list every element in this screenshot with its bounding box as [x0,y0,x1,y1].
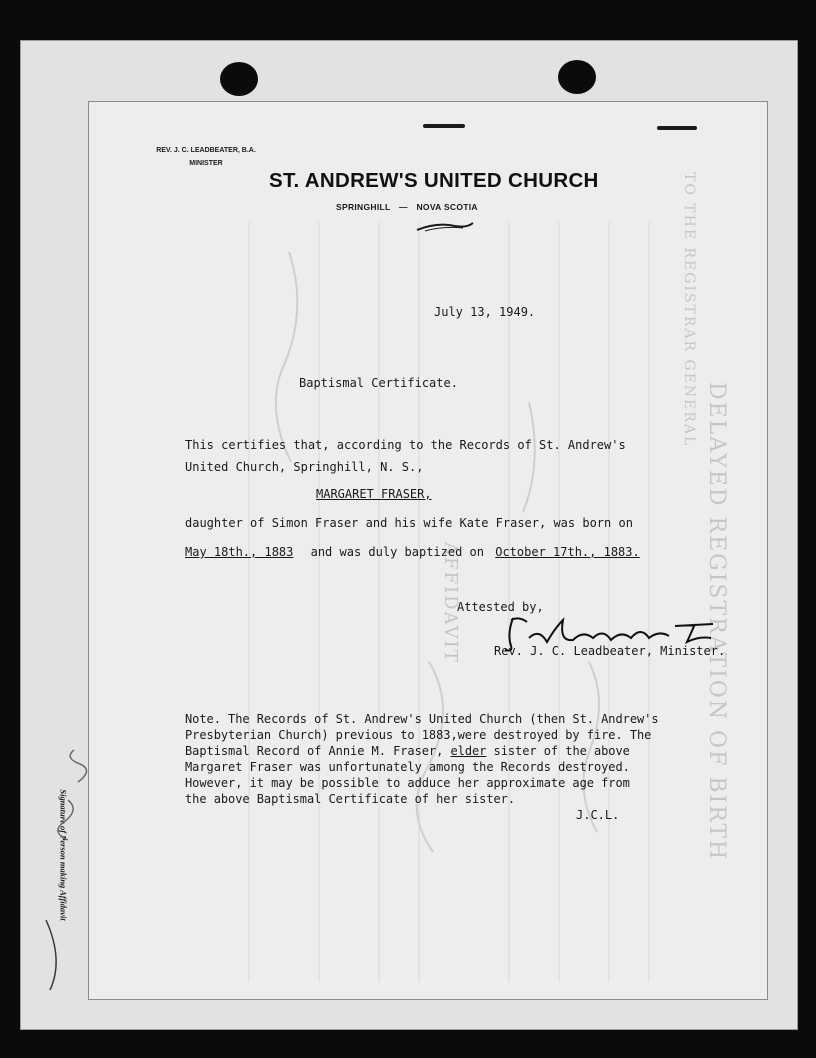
note-line-4: Margaret Fraser was unfortunately among the Records destroyed. [185,760,630,774]
letter-date: July 13, 1949. [434,305,536,319]
certificate-body-line-3: daughter of Simon Fraser and his wife Kate Fraser, was born on [185,516,633,530]
signatory-name: Rev. J. C. Leadbeater, Minister. [494,644,726,658]
certificate-subject-name: MARGARET FRASER, [316,487,432,501]
punch-hole-right [558,60,596,94]
certificate-body-line-4 [185,545,640,559]
note-line-3 [185,744,630,758]
margin-handwriting [34,740,94,1000]
church-location [336,202,478,212]
form-bleed-affidavit: AFFIDAVIT [440,542,461,664]
letterhead-flourish [415,220,475,234]
note-line-3-start: Baptismal Record of Annie M. Fraser, [185,744,451,758]
church-province: NOVA SCOTIA [416,202,478,212]
punch-hole-left [220,62,258,96]
form-bleed-title: DELAYED REGISTRATION OF BIRTH [704,382,729,862]
baptismal-certificate-letter [88,101,768,1000]
church-town: SPRINGHILL [336,202,391,212]
minister-name: REV. J. C. LEADBEATER, B.A. [156,147,256,154]
attested-by: Attested by, [457,600,544,614]
church-name: ST. ANDREW'S UNITED CHURCH [269,169,599,192]
baptism-date: October 17th., 1883. [495,545,640,559]
form-bleed-to: TO THE REGISTRAR GENERAL [681,172,697,448]
minister-letterhead [141,144,271,170]
note-line-3-end: sister of the above [486,744,630,758]
note-line-1: Note. The Records of St. Andrew's United Church (then St. Andrew's [185,712,659,726]
affidavit-signature-caption: Signature of Person making Affidavit [58,789,69,921]
note-elder-word: elder [450,744,487,758]
note-initials: J.C.L. [576,808,620,822]
birth-date: May 18th., 1883 [185,545,294,559]
staple-mark-left [423,124,465,128]
certificate-heading: Baptismal Certificate. [299,376,458,390]
certificate-body-line-1: This certifies that, according to the Records of St. Andrew's [185,438,626,452]
note-line-5: However, it may be possible to adduce her approximate age from [185,776,630,790]
note-line-6: the above Baptismal Certificate of her sister. [185,792,516,806]
baptism-phrase: and was duly baptized on [310,545,484,559]
staple-mark-right [657,126,697,130]
certificate-body-line-2: United Church, Springhill, N. S., [185,460,424,474]
location-dash: — [399,202,408,212]
minister-title: MINISTER [189,160,223,167]
note-line-2: Presbyterian Church) previous to 1883,were destroyed by fire. The [185,728,652,742]
